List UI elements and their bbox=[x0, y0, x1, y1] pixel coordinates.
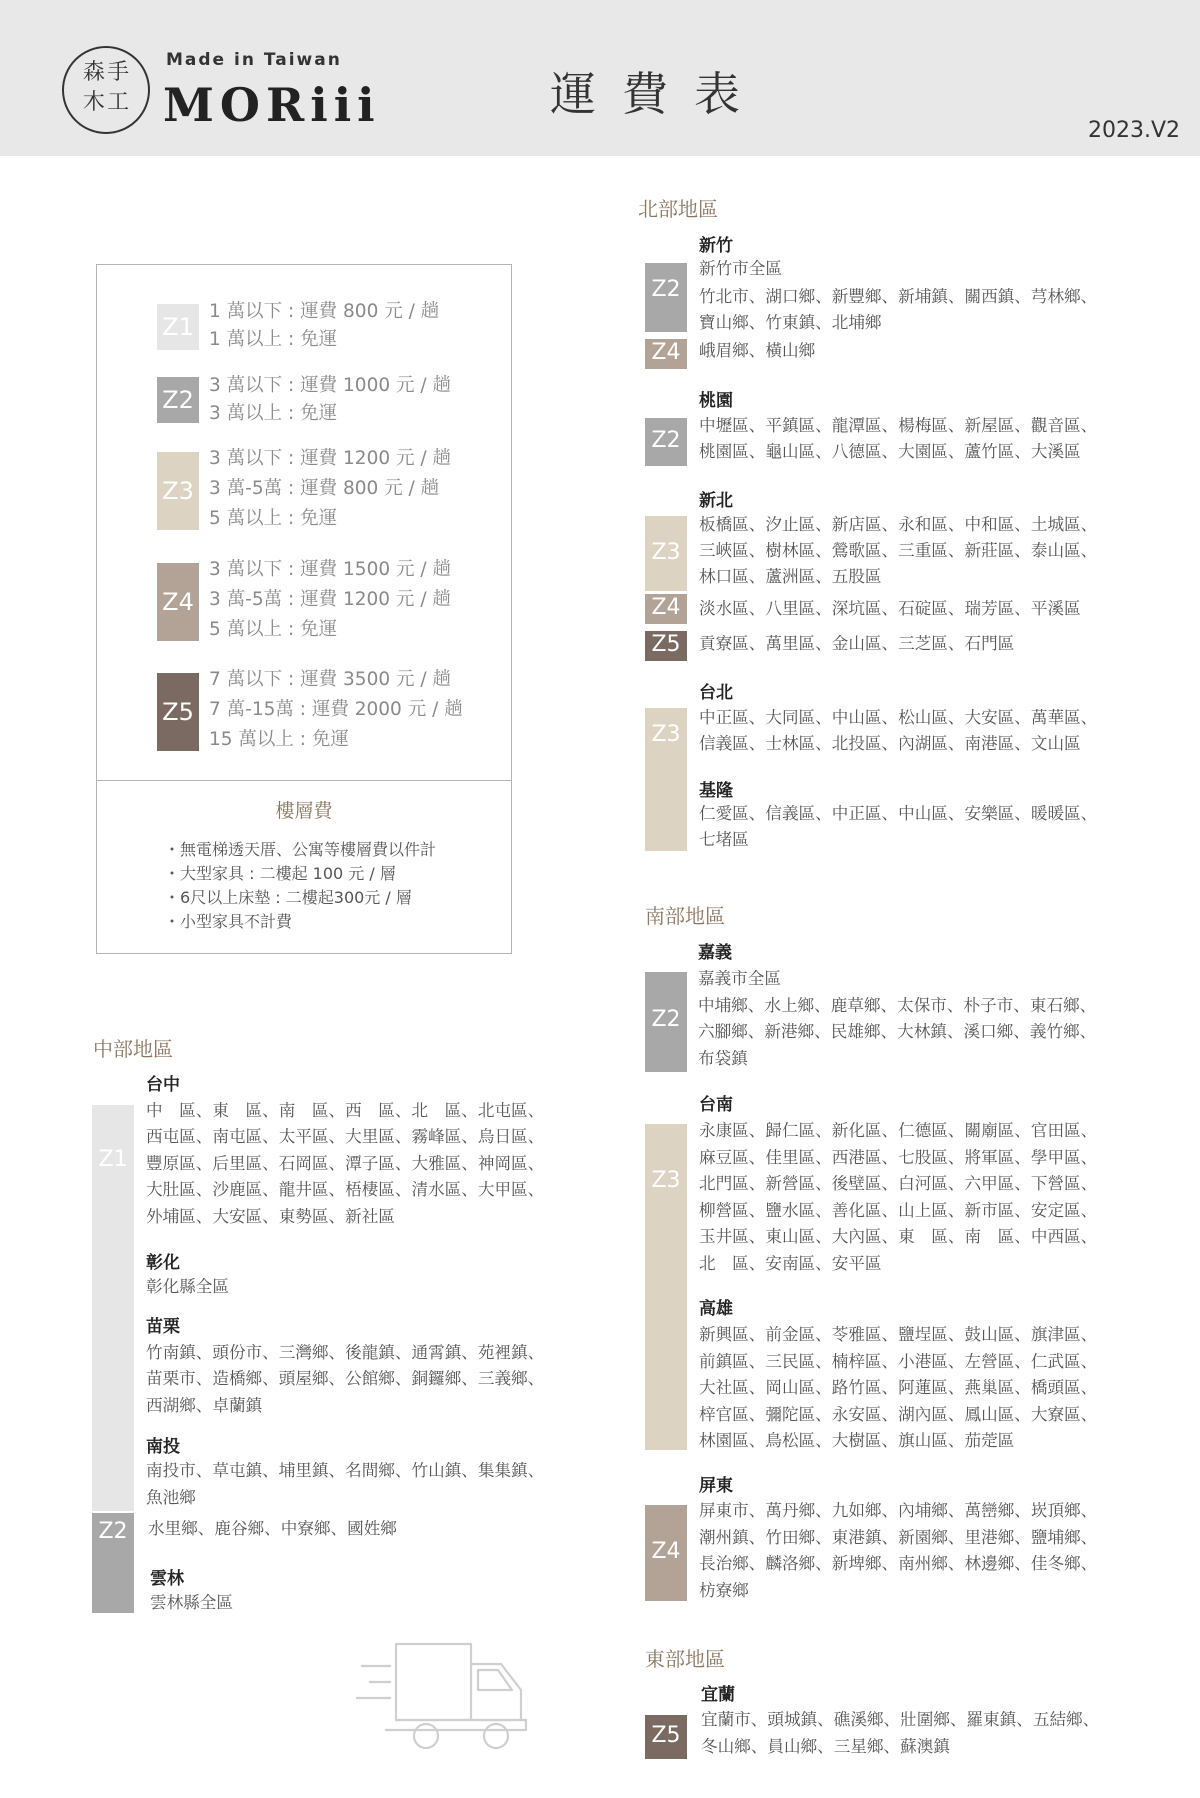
district-line: 新竹市全區 bbox=[699, 259, 782, 278]
district-line: 水里鄉、鹿谷鄉、中寮鄉、國姓鄉 bbox=[148, 1519, 397, 1538]
city-title-yunlin: 雲林 bbox=[150, 1569, 184, 1589]
city-title-hsinchu: 新竹 bbox=[699, 236, 733, 256]
district-line: 六腳鄉、新港鄉、民雄鄉、大林鎮、溪口鄉、義竹鄉、 bbox=[698, 1022, 1097, 1041]
brand-logo: MORiii bbox=[163, 78, 381, 132]
district-line: 板橋區、汐止區、新店區、永和區、中和區、土城區、 bbox=[699, 515, 1098, 534]
zone-bar-z2: Z2 bbox=[92, 1513, 134, 1613]
district-line: 貢寮區、萬里區、金山區、三芝區、石門區 bbox=[699, 634, 1015, 653]
district-line: 梓官區、彌陀區、永安區、湖內區、鳳山區、大寮區、 bbox=[699, 1405, 1098, 1424]
district-line: 峨眉鄉、橫山鄉 bbox=[699, 341, 816, 360]
city-title-taichung: 台中 bbox=[146, 1075, 180, 1095]
fee-line: 3 萬-5萬 : 運費 1200 元 / 趟 bbox=[209, 589, 451, 610]
fee-zone-badge-z1: Z1 bbox=[157, 304, 199, 350]
zone-bar-z5: Z5 bbox=[645, 631, 687, 661]
region-title-central: 中部地區 bbox=[93, 1037, 173, 1061]
fee-line: 3 萬以下 : 運費 1500 元 / 趟 bbox=[209, 559, 451, 580]
district-line: 南投市、草屯鎮、埔里鎮、名間鄉、竹山鎮、集集鎮、 bbox=[146, 1461, 545, 1480]
city-title-tainan: 台南 bbox=[699, 1095, 733, 1115]
fee-line: 3 萬以上 : 免運 bbox=[209, 403, 338, 424]
logo-seal: 森 手 木 工 bbox=[62, 46, 150, 134]
district-line: 雲林縣全區 bbox=[150, 1593, 233, 1612]
zone-bar-z1: Z1 bbox=[92, 1105, 134, 1511]
city-title-taoyuan: 桃園 bbox=[699, 391, 733, 411]
city-title-changhua: 彰化 bbox=[146, 1253, 180, 1273]
zone-bar-z2: Z2 bbox=[645, 418, 687, 466]
city-title-taipei: 台北 bbox=[699, 683, 733, 703]
city-title-chiayi: 嘉義 bbox=[698, 943, 732, 963]
district-line: 竹北市、湖口鄉、新豐鄉、新埔鎮、關西鎮、芎林鄉、 bbox=[699, 287, 1098, 306]
fee-line: 5 萬以上 : 免運 bbox=[209, 508, 338, 529]
district-line: 冬山鄉、員山鄉、三星鄉、蘇澳鎮 bbox=[701, 1737, 950, 1756]
city-title-yilan: 宜蘭 bbox=[701, 1685, 735, 1705]
zone-bar-z3: Z3 bbox=[645, 1124, 687, 1450]
district-line: 前鎮區、三民區、楠梓區、小港區、左營區、仁武區、 bbox=[699, 1352, 1098, 1371]
district-line: 枋寮鄉 bbox=[699, 1581, 749, 1600]
district-line: 中埔鄉、水上鄉、鹿草鄉、太保市、朴子市、東石鄉、 bbox=[698, 996, 1097, 1015]
zone-bar-z2: Z2 bbox=[645, 972, 687, 1072]
district-line: 竹南鎮、頭份市、三灣鄉、後龍鎮、通霄鎮、苑裡鎮、 bbox=[146, 1343, 545, 1362]
district-line: 豐原區、后里區、石岡區、潭子區、大雅區、神岡區、 bbox=[146, 1154, 545, 1173]
district-line: 魚池鄉 bbox=[146, 1488, 196, 1507]
district-line: 三峽區、樹林區、鶯歌區、三重區、新莊區、泰山區、 bbox=[699, 541, 1098, 560]
truck-icon bbox=[356, 1640, 546, 1755]
district-line: 林園區、鳥松區、大樹區、旗山區、茄萣區 bbox=[699, 1431, 1015, 1450]
fee-line: 3 萬-5萬 : 運費 800 元 / 趟 bbox=[209, 478, 440, 499]
zone-bar-z2: Z2 bbox=[645, 263, 687, 332]
fee-line: 1 萬以下 : 運費 800 元 / 趟 bbox=[209, 301, 440, 322]
district-line: 苗栗市、造橋鄉、頭屋鄉、公館鄉、銅鑼鄉、三義鄉、 bbox=[146, 1369, 545, 1388]
fee-line: 3 萬以下 : 運費 1200 元 / 趟 bbox=[209, 448, 451, 469]
page-title: 運費表 bbox=[550, 67, 766, 121]
floor-fee-item: ・小型家具不計費 bbox=[164, 912, 293, 931]
fee-zone-badge-z5: Z5 bbox=[157, 673, 199, 751]
district-line: 淡水區、八里區、深坑區、石碇區、瑞芳區、平溪區 bbox=[699, 599, 1081, 618]
district-line: 中壢區、平鎮區、龍潭區、楊梅區、新屋區、觀音區、 bbox=[699, 416, 1098, 435]
city-title-keelung: 基隆 bbox=[699, 781, 733, 801]
region-title-east: 東部地區 bbox=[645, 1647, 725, 1671]
fee-zone-badge-z2: Z2 bbox=[157, 377, 199, 423]
fee-line: 3 萬以下 : 運費 1000 元 / 趟 bbox=[209, 375, 451, 396]
fee-zone-badge-z4: Z4 bbox=[157, 563, 199, 641]
fee-line: 5 萬以上 : 免運 bbox=[209, 619, 338, 640]
district-line: 新興區、前金區、苓雅區、鹽埕區、鼓山區、旗津區、 bbox=[699, 1325, 1098, 1344]
district-line: 北 區、安南區、安平區 bbox=[699, 1254, 882, 1273]
district-line: 北門區、新營區、後壁區、白河區、六甲區、下營區、 bbox=[699, 1174, 1098, 1193]
district-line: 七堵區 bbox=[699, 830, 749, 849]
fee-line: 15 萬以上 : 免運 bbox=[209, 729, 349, 750]
district-line: 信義區、士林區、北投區、內湖區、南港區、文山區 bbox=[699, 734, 1081, 753]
district-line: 宜蘭市、頭城鎮、礁溪鄉、壯圍鄉、羅東鎮、五結鄉、 bbox=[701, 1710, 1100, 1729]
city-title-nantou: 南投 bbox=[146, 1437, 180, 1457]
floor-fee-item: ・大型家具 : 二樓起 100 元 / 層 bbox=[164, 864, 396, 883]
district-line: 中 區、東 區、南 區、西 區、北 區、北屯區、 bbox=[146, 1101, 545, 1120]
district-line: 永康區、歸仁區、新化區、仁德區、關廟區、官田區、 bbox=[699, 1121, 1098, 1140]
zone-bar-z4: Z4 bbox=[645, 1505, 687, 1601]
zone-bar-z3: Z3 bbox=[645, 708, 687, 851]
district-line: 布袋鎮 bbox=[698, 1049, 748, 1068]
region-title-south: 南部地區 bbox=[645, 904, 725, 928]
district-line: 大社區、岡山區、路竹區、阿蓮區、燕巢區、橋頭區、 bbox=[699, 1378, 1098, 1397]
district-line: 林口區、蘆洲區、五股區 bbox=[699, 567, 882, 586]
fee-box-divider bbox=[96, 780, 512, 781]
city-title-miaoli: 苗栗 bbox=[146, 1317, 180, 1337]
district-line: 麻豆區、佳里區、西港區、七股區、將軍區、學甲區、 bbox=[699, 1148, 1098, 1167]
district-line: 西湖鄉、卓蘭鎮 bbox=[146, 1396, 263, 1415]
city-title-pingtung: 屏東 bbox=[699, 1476, 733, 1496]
fee-zone-badge-z3: Z3 bbox=[157, 452, 199, 530]
district-line: 嘉義市全區 bbox=[698, 969, 781, 988]
district-line: 潮州鎮、竹田鄉、東港鎮、新園鄉、里港鄉、鹽埔鄉、 bbox=[699, 1528, 1098, 1547]
district-line: 長治鄉、麟洛鄉、新埤鄉、南州鄉、林邊鄉、佳冬鄉、 bbox=[699, 1554, 1098, 1573]
city-title-kaohsiung: 高雄 bbox=[699, 1299, 733, 1319]
zone-bar-z4: Z4 bbox=[645, 594, 687, 624]
zone-bar-z4: Z4 bbox=[645, 339, 687, 369]
floor-fee-item: ・6尺以上床墊 : 二樓起300元 / 層 bbox=[164, 888, 412, 907]
zone-bar-z5: Z5 bbox=[645, 1715, 687, 1759]
district-line: 大肚區、沙鹿區、龍井區、梧棲區、清水區、大甲區、 bbox=[146, 1180, 545, 1199]
district-line: 中正區、大同區、中山區、松山區、大安區、萬華區、 bbox=[699, 708, 1098, 727]
district-line: 玉井區、東山區、大內區、東 區、南 區、中西區、 bbox=[699, 1227, 1098, 1246]
district-line: 西屯區、南屯區、太平區、大里區、霧峰區、烏日區、 bbox=[146, 1127, 545, 1146]
fee-line: 7 萬以下 : 運費 3500 元 / 趟 bbox=[209, 669, 451, 690]
district-line: 柳營區、鹽水區、善化區、山上區、新市區、安定區、 bbox=[699, 1201, 1098, 1220]
district-line: 寶山鄉、竹東鎮、北埔鄉 bbox=[699, 313, 882, 332]
fee-line: 7 萬-15萬 : 運費 2000 元 / 趟 bbox=[209, 699, 463, 720]
floor-fee-item: ・無電梯透天厝、公寓等樓層費以件計 bbox=[164, 840, 437, 859]
district-line: 桃園區、龜山區、八德區、大園區、蘆竹區、大溪區 bbox=[699, 442, 1081, 461]
district-line: 外埔區、大安區、東勢區、新社區 bbox=[146, 1207, 395, 1226]
city-title-new-taipei: 新北 bbox=[699, 491, 733, 511]
region-title-north: 北部地區 bbox=[638, 197, 718, 221]
district-line: 彰化縣全區 bbox=[146, 1277, 229, 1296]
zone-bar-z3: Z3 bbox=[645, 516, 687, 591]
fee-line: 1 萬以上 : 免運 bbox=[209, 329, 338, 350]
district-line: 屏東市、萬丹鄉、九如鄉、內埔鄉、萬巒鄉、崁頂鄉、 bbox=[699, 1501, 1098, 1520]
floor-fee-title: 樓層費 bbox=[275, 800, 333, 822]
version-label: 2023.V2 bbox=[1088, 118, 1181, 143]
district-line: 仁愛區、信義區、中正區、中山區、安樂區、暖暖區、 bbox=[699, 804, 1098, 823]
made-in-taiwan: Made in Taiwan bbox=[166, 50, 342, 70]
